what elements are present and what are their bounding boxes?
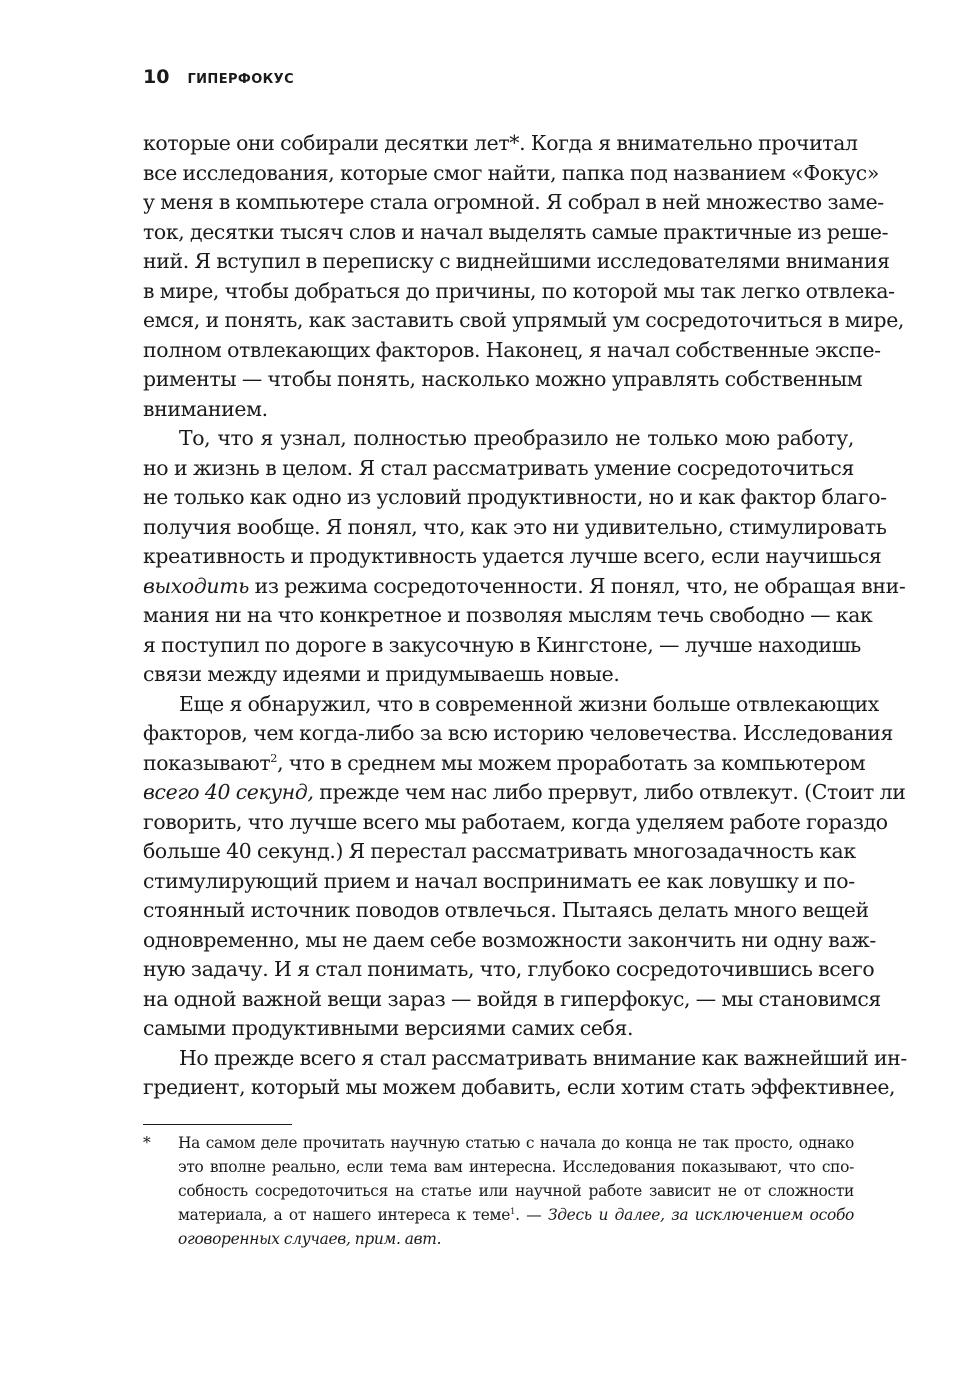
text-line: стимулирующий прием и начал воспринимать ее как ловушку и по- xyxy=(143,868,855,893)
text-line: у меня в компьютере стала огромной. Я собрал в ней множество заме- xyxy=(143,190,884,214)
text-segment: показывают xyxy=(143,750,271,775)
text-line: ную задачу. И я стал понимать, что, глубоко сосредоточившись всего xyxy=(143,957,875,981)
text-line: получия вообще. Я понял, что, как это ни удивительно, стимулировать xyxy=(143,514,887,539)
text-segment: . — xyxy=(515,1206,548,1224)
italic-emphasis: всего 40 секунд, xyxy=(143,780,314,804)
footnote-line xyxy=(178,1203,854,1227)
text-line: больше 40 секунд.) Я перестал рассматривать многозадачность как xyxy=(143,839,856,863)
running-head xyxy=(143,66,294,88)
text-line: ний. Я вступил в переписку с виднейшими исследователями внимания xyxy=(143,249,890,273)
paragraph-2 xyxy=(143,424,906,690)
running-title: ГИПЕРФОКУС xyxy=(187,72,295,87)
footnote-line: собность сосредоточиться на статье или научной работе зависит не от сложности xyxy=(178,1182,854,1200)
italic-note: оговоренных случаев, прим. авт. xyxy=(178,1230,442,1248)
text-line xyxy=(143,778,906,808)
italic-emphasis: выходить xyxy=(143,573,249,598)
paragraph-1 xyxy=(143,129,905,424)
italic-note: Здесь и далее, за исключением особо xyxy=(547,1206,854,1224)
footnote-line: На самом деле прочитать научную статью с начала до конца не так просто, однако xyxy=(178,1134,854,1152)
footnote-marker: * xyxy=(143,1134,151,1152)
footnote xyxy=(143,1131,854,1251)
text-line: не только как одно из условий продуктивности, но и как фактор благо- xyxy=(143,485,887,509)
text-line: стоянный источник поводов отвлечься. Пытаясь делать много вещей xyxy=(143,898,869,922)
body-text xyxy=(143,129,907,1103)
text-line: емся, и понять, как заставить свой упрямый ум сосредоточиться в мире, xyxy=(143,308,905,332)
text-line: в мире, чтобы добраться до причины, по которой мы так легко отвлека- xyxy=(143,278,895,303)
page-number: 10 xyxy=(143,66,170,88)
footnote-line xyxy=(178,1227,854,1251)
text-line: но и жизнь в целом. Я стал рассматривать умение сосредоточиться xyxy=(143,455,854,480)
text-line: ток, десятки тысяч слов и начал выделять самые практичные из реше- xyxy=(143,219,889,244)
text-line xyxy=(143,749,866,779)
footnote-divider xyxy=(143,1124,292,1125)
text-line: Еще я обнаружил, что в современной жизни больше отвлекающих xyxy=(179,691,879,716)
text-line: которые они собирали десятки лет*. Когда я внимательно прочитал xyxy=(143,131,858,155)
footnote-line: это вполне реально, если тема вам интересна. Исследования показывают, что спо- xyxy=(178,1158,854,1176)
text-line: гредиент, который мы можем добавить, если хотим стать эффективнее, xyxy=(143,1075,896,1099)
text-segment: , что в среднем мы можем проработать за компьютером xyxy=(277,750,866,775)
text-line: связи между идеями и придумываешь новые. xyxy=(143,662,620,686)
text-line: То, что я узнал, полностью преобразило не только мою работу, xyxy=(179,426,854,450)
text-line: полном отвлекающих факторов. Наконец, я начал собственные экспе- xyxy=(143,337,881,362)
paragraph-3 xyxy=(143,690,906,1044)
paragraph-4 xyxy=(143,1044,907,1103)
text-line: говорить, что лучше всего мы работаем, когда уделяем работе гораздо xyxy=(143,809,888,834)
text-line: мания ни на что конкретное и позволяя мыслям течь свободно — как xyxy=(143,603,873,627)
text-line: самыми продуктивными версиями самих себя. xyxy=(143,1016,634,1040)
text-segment: из режима сосредоточенности. Я понял, что, не обращая вни- xyxy=(248,573,906,598)
endnote-ref: 2 xyxy=(270,751,278,765)
endnote-ref: 1 xyxy=(510,1205,516,1216)
text-line: одновременно, мы не даем себе возможности закончить ни одну важ- xyxy=(143,927,876,952)
text-line: креативность и продуктивность удается лучше всего, если научишься xyxy=(143,544,882,568)
text-line: рименты — чтобы понять, насколько можно управлять собственным xyxy=(143,367,863,391)
text-line: Но прежде всего я стал рассматривать внимание как важнейший ин- xyxy=(179,1045,907,1070)
text-line: я поступил по дороге в закусочную в Кингстоне, — лучше находишь xyxy=(143,632,861,657)
text-line: вниманием. xyxy=(143,396,268,421)
text-segment: прежде чем нас либо прервут, либо отвлекут. (Стоит ли xyxy=(313,780,906,804)
text-segment: материала, а от нашего интереса к теме xyxy=(178,1206,511,1224)
text-line: все исследования, которые смог найти, папка под названием «Фокус» xyxy=(143,160,879,185)
text-line: на одной важной вещи зараз — войдя в гиперфокус, — мы становимся xyxy=(143,986,881,1011)
footnote-text xyxy=(178,1131,854,1251)
text-line: факторов, чем когда-либо за всю историю человечества. Исследования xyxy=(143,721,894,745)
text-line xyxy=(143,572,906,602)
